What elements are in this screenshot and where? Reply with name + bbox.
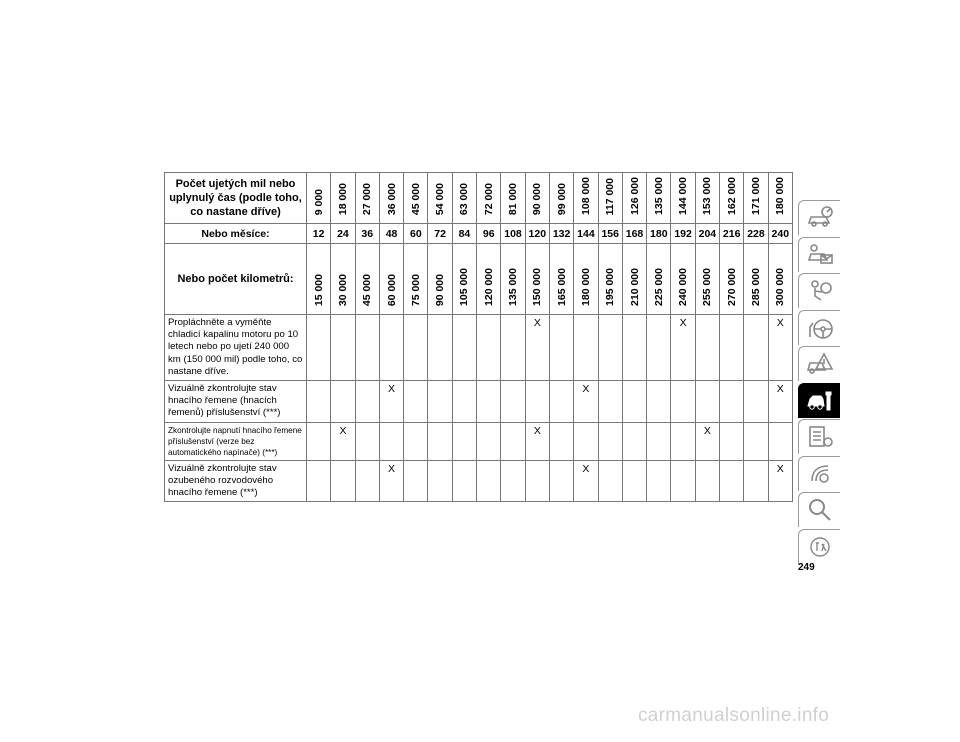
- airbag-person-icon: [806, 278, 834, 304]
- schedule-cell: [501, 422, 525, 460]
- months-value: 204: [695, 224, 719, 244]
- schedule-cell: [331, 315, 355, 381]
- km-value: 255 000: [701, 268, 714, 306]
- miles-cell: [695, 173, 719, 224]
- task-label: Vizuálně zkontrolujte stav hnacího řemene (hnacích řemenů) příslušenství (***): [165, 381, 307, 423]
- task-label: Vizuálně zkontrolujte stav ozubeného rozvodového hnacího řemene (***): [165, 460, 307, 502]
- service-mark: X: [679, 317, 687, 329]
- km-cell: [695, 244, 719, 315]
- schedule-cell: [379, 315, 403, 381]
- schedule-cell: [404, 315, 428, 381]
- miles-cell: [574, 173, 598, 224]
- schedule-cell: [744, 381, 768, 423]
- km-cell: [331, 244, 355, 315]
- miles-value: 117 000: [604, 177, 617, 215]
- miles-value: 144 000: [677, 177, 690, 215]
- schedule-cell: [549, 315, 573, 381]
- schedule-cell: [768, 381, 792, 423]
- schedule-cell: [452, 381, 476, 423]
- magnifier-icon: [806, 497, 834, 523]
- months-value: 180: [647, 224, 671, 244]
- task-label: Zkontrolujte napnutí hnacího řemene příslušenství (verze bez automatického napínače) (***): [165, 422, 307, 460]
- months-value: 12: [307, 224, 331, 244]
- schedule-cell: [647, 460, 671, 502]
- miles-value: 27 000: [361, 182, 374, 215]
- km-cell: [379, 244, 403, 315]
- km-value: 300 000: [774, 268, 787, 306]
- sidebar-tab-index[interactable]: [798, 492, 840, 527]
- schedule-cell: [379, 422, 403, 460]
- miles-value: 126 000: [628, 177, 641, 215]
- miles-header-row: [165, 173, 793, 224]
- months-value: 24: [331, 224, 355, 244]
- miles-cell: [622, 173, 646, 224]
- schedule-cell: [355, 460, 379, 502]
- months-value: 216: [720, 224, 744, 244]
- months-value: 48: [379, 224, 403, 244]
- schedule-cell: [428, 315, 452, 381]
- km-value: 15 000: [312, 273, 325, 306]
- miles-value: 162 000: [725, 177, 738, 215]
- schedule-cell: [695, 315, 719, 381]
- miles-cell: [598, 173, 622, 224]
- miles-cell: [428, 173, 452, 224]
- km-cell: [501, 244, 525, 315]
- schedule-cell: [671, 460, 695, 502]
- miles-value: 72 000: [482, 182, 495, 215]
- sidebar-tab-driving[interactable]: [798, 310, 840, 345]
- languages-icon: [806, 534, 834, 560]
- miles-cell: [331, 173, 355, 224]
- km-cell: [647, 244, 671, 315]
- km-cell: [477, 244, 501, 315]
- km-cell: [720, 244, 744, 315]
- km-cell: [768, 244, 792, 315]
- months-value: 36: [355, 224, 379, 244]
- schedule-cell: [404, 422, 428, 460]
- km-value: 285 000: [749, 268, 762, 306]
- km-cell: [549, 244, 573, 315]
- schedule-cell: [549, 422, 573, 460]
- schedule-cell: [501, 381, 525, 423]
- maintenance-schedule-table: [164, 172, 793, 502]
- service-mark: X: [582, 462, 590, 475]
- miles-cell: [671, 173, 695, 224]
- schedule-cell: [720, 460, 744, 502]
- miles-cell: [404, 173, 428, 224]
- schedule-cell: [477, 422, 501, 460]
- schedule-cell: [379, 460, 403, 502]
- service-mark: X: [533, 317, 541, 329]
- schedule-cell: [574, 422, 598, 460]
- km-header-label: Nebo počet kilometrů:: [165, 244, 307, 315]
- schedule-cell: [768, 422, 792, 460]
- schedule-cell: [744, 422, 768, 460]
- schedule-cell: [695, 381, 719, 423]
- months-value: 144: [574, 224, 598, 244]
- km-value: 165 000: [555, 268, 568, 306]
- service-mark: X: [776, 462, 784, 475]
- sidebar-tab-emergency[interactable]: [798, 346, 840, 381]
- miles-value: 63 000: [458, 182, 471, 215]
- schedule-cell: [452, 422, 476, 460]
- km-cell: [355, 244, 379, 315]
- schedule-cell: [768, 315, 792, 381]
- km-cell: [452, 244, 476, 315]
- sidebar-tab-safety[interactable]: [798, 273, 840, 308]
- schedule-cell: [501, 460, 525, 502]
- schedule-cell: [307, 422, 331, 460]
- miles-cell: [549, 173, 573, 224]
- sidebar-tab-servicing[interactable]: [798, 383, 840, 418]
- miles-cell: [355, 173, 379, 224]
- km-cell: [307, 244, 331, 315]
- km-cell: [671, 244, 695, 315]
- months-header-label: Nebo měsíce:: [165, 224, 307, 244]
- schedule-cell: [525, 460, 549, 502]
- months-value: 72: [428, 224, 452, 244]
- service-mark: X: [339, 424, 347, 437]
- miles-cell: [720, 173, 744, 224]
- km-value: 210 000: [628, 268, 641, 306]
- schedule-cell: [549, 460, 573, 502]
- km-value: 30 000: [336, 273, 349, 306]
- km-cell: [525, 244, 549, 315]
- service-mark: X: [388, 383, 396, 396]
- km-cell: [404, 244, 428, 315]
- miles-value: 45 000: [409, 182, 422, 215]
- schedule-cell: [720, 381, 744, 423]
- service-mark: X: [533, 424, 541, 437]
- miles-value: 90 000: [531, 182, 544, 215]
- miles-value: 108 000: [579, 177, 592, 215]
- steering-wheel-icon: [806, 315, 834, 341]
- km-value: 180 000: [579, 268, 592, 306]
- schedule-cell: [501, 315, 525, 381]
- schedule-cell: [404, 460, 428, 502]
- miles-cell: [647, 173, 671, 224]
- schedule-cell: [647, 381, 671, 423]
- schedule-cell: [525, 315, 549, 381]
- miles-cell: [501, 173, 525, 224]
- schedule-cell: [671, 315, 695, 381]
- schedule-cell: [331, 422, 355, 460]
- sidebar-tab-languages[interactable]: [798, 529, 840, 564]
- schedule-cell: [477, 381, 501, 423]
- km-value: 45 000: [361, 273, 374, 306]
- schedule-cell: [598, 422, 622, 460]
- sidebar-tab-specs[interactable]: [798, 419, 840, 454]
- miles-cell: [452, 173, 476, 224]
- schedule-cell: [720, 315, 744, 381]
- service-mark: X: [776, 383, 784, 396]
- miles-value: 171 000: [749, 177, 762, 215]
- schedule-cell: [574, 381, 598, 423]
- km-cell: [574, 244, 598, 315]
- schedule-cell: [647, 315, 671, 381]
- schedule-cell: [307, 315, 331, 381]
- km-value: 120 000: [482, 268, 495, 306]
- miles-cell: [307, 173, 331, 224]
- months-value: 120: [525, 224, 549, 244]
- document-specs-icon: [806, 424, 834, 450]
- months-value: 96: [477, 224, 501, 244]
- km-cell: [744, 244, 768, 315]
- schedule-cell: [671, 381, 695, 423]
- schedule-cell: [744, 460, 768, 502]
- miles-cell: [768, 173, 792, 224]
- miles-value: 99 000: [555, 182, 568, 215]
- service-mark: X: [703, 424, 711, 437]
- watermark: carmanualsonline.info: [638, 705, 830, 726]
- months-value: 228: [744, 224, 768, 244]
- schedule-cell: [525, 422, 549, 460]
- schedule-cell: [525, 381, 549, 423]
- months-value: 156: [598, 224, 622, 244]
- km-value: 60 000: [385, 273, 398, 306]
- km-header-row: [165, 244, 793, 315]
- km-value: 225 000: [652, 268, 665, 306]
- service-mark: X: [582, 383, 590, 396]
- schedule-cell: [622, 422, 646, 460]
- sidebar-tab-info[interactable]: [798, 237, 840, 272]
- schedule-cell: [331, 460, 355, 502]
- schedule-cell: [404, 381, 428, 423]
- schedule-cell: [379, 381, 403, 423]
- service-mark: X: [388, 462, 396, 475]
- table-row: [165, 422, 793, 460]
- months-header-row: [165, 224, 793, 244]
- km-value: 75 000: [409, 273, 422, 306]
- miles-value: 153 000: [701, 177, 714, 215]
- task-label: Propláchněte a vyměňte chladicí kapalinu motoru po 10 letech nebo po ujetí 240 000 km (150 000 mil) podle toho, co nastane dříve.: [165, 315, 307, 381]
- miles-cell: [525, 173, 549, 224]
- schedule-cell: [574, 460, 598, 502]
- schedule-cell: [452, 460, 476, 502]
- km-value: 135 000: [507, 268, 520, 306]
- table-row: [165, 381, 793, 423]
- miles-value: 36 000: [385, 182, 398, 215]
- sidebar-tab-multimedia[interactable]: [798, 456, 840, 491]
- schedule-cell: [622, 460, 646, 502]
- km-value: 240 000: [677, 268, 690, 306]
- miles-value: 81 000: [507, 182, 520, 215]
- months-value: 132: [549, 224, 573, 244]
- schedule-cell: [428, 381, 452, 423]
- km-value: 195 000: [604, 268, 617, 306]
- schedule-cell: [549, 381, 573, 423]
- miles-cell: [744, 173, 768, 224]
- schedule-cell: [428, 460, 452, 502]
- months-value: 168: [622, 224, 646, 244]
- km-value: 270 000: [725, 268, 738, 306]
- schedule-cell: [331, 381, 355, 423]
- schedule-cell: [647, 422, 671, 460]
- schedule-cell: [598, 381, 622, 423]
- km-cell: [428, 244, 452, 315]
- schedule-cell: [695, 422, 719, 460]
- schedule-cell: [307, 381, 331, 423]
- schedule-cell: [598, 315, 622, 381]
- schedule-cell: [428, 422, 452, 460]
- miles-value: 18 000: [336, 182, 349, 215]
- schedule-cell: [598, 460, 622, 502]
- schedule-cell: [355, 381, 379, 423]
- table-row: [165, 315, 793, 381]
- schedule-cell: [477, 460, 501, 502]
- multimedia-icon: [806, 461, 834, 487]
- months-value: 192: [671, 224, 695, 244]
- table-row: [165, 460, 793, 502]
- schedule-cell: [452, 315, 476, 381]
- km-value: 90 000: [434, 273, 447, 306]
- miles-header-label: Počet ujetých mil nebo uplynulý čas (podle toho, co nastane dříve): [165, 173, 307, 224]
- schedule-cell: [768, 460, 792, 502]
- schedule-cell: [671, 422, 695, 460]
- miles-value: 54 000: [434, 182, 447, 215]
- schedule-cell: [622, 315, 646, 381]
- km-cell: [622, 244, 646, 315]
- months-value: 84: [452, 224, 476, 244]
- car-wrench-icon: [806, 388, 834, 414]
- schedule-cell: [307, 460, 331, 502]
- schedule-cell: [695, 460, 719, 502]
- km-value: 105 000: [458, 268, 471, 306]
- page-number: 249: [798, 562, 815, 573]
- sidebar-tab-gauges[interactable]: [798, 200, 840, 235]
- miles-cell: [477, 173, 501, 224]
- months-value: 108: [501, 224, 525, 244]
- schedule-cell: [355, 315, 379, 381]
- months-value: 60: [404, 224, 428, 244]
- km-value: 150 000: [531, 268, 544, 306]
- km-cell: [598, 244, 622, 315]
- schedule-cell: [355, 422, 379, 460]
- car-gauge-icon: [806, 205, 834, 231]
- service-mark: X: [776, 317, 784, 329]
- miles-cell: [379, 173, 403, 224]
- schedule-cell: [477, 315, 501, 381]
- schedule-cell: [744, 315, 768, 381]
- schedule-cell: [720, 422, 744, 460]
- schedule-cell: [622, 381, 646, 423]
- miles-value: 135 000: [652, 177, 665, 215]
- car-info-icon: [806, 242, 834, 268]
- miles-value: 9 000: [312, 188, 325, 215]
- schedule-cell: [574, 315, 598, 381]
- chapter-sidebar: [798, 200, 840, 565]
- miles-value: 180 000: [774, 177, 787, 215]
- months-value: 240: [768, 224, 792, 244]
- car-warning-icon: [806, 351, 834, 377]
